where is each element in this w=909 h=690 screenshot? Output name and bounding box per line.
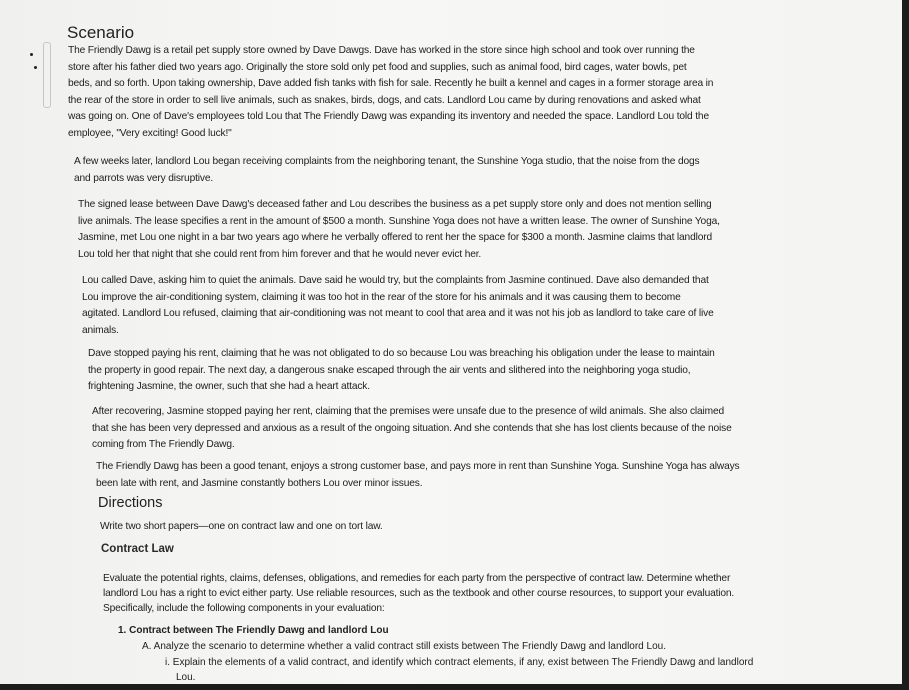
list-item: i. Explain the elements of a valid contract, and identify which contract elements, if any, exist between The Friendly Dawg and landlord — [165, 657, 754, 668]
contract-law-heading: Contract Law — [101, 543, 174, 555]
margin-marks — [30, 42, 54, 112]
directions-text: Write two short papers—one on contract law and one on tort law. — [100, 521, 383, 532]
contract-law-text: Evaluate the potential rights, claims, defenses, obligations, and remedies for each party from the perspective of contract law. Determine whether landlord Lou has a right to evict either party. Use reliable resources, such as the textbook and other course resources, to support your evaluation. Specifically, include the following components in your evaluation: — [103, 573, 735, 614]
scenario-paragraph-2: A few weeks later, landlord Lou began receiving complaints from the neighboring tenant, the Sunshine Yoga studio, that the noise from the dogs and parrots was very disruptive. — [74, 156, 700, 184]
list-item-continuation: Lou. — [176, 672, 196, 683]
list-item: A. Analyze the scenario to determine whether a valid contract still exists between The Friendly Dawg and landlord Lou. — [142, 641, 666, 652]
scenario-paragraph-6: After recovering, Jasmine stopped paying her rent, claiming that the premises were unsafe due to the presence of wild animals. She also claimed that she has been very depressed and anxious as a result of the ongoing situation. And she contends that she has lost clients because of the noise coming from The Friendly Dawg. — [92, 406, 732, 450]
scenario-heading: Scenario — [67, 23, 135, 42]
scenario-paragraph-5: Dave stopped paying his rent, claiming that he was not obligated to do so because Lou was breaching his obligation under the lease to maintain the property in good repair. The next day, a dangerous snake escaped through the air vents and slithered into the neighboring yoga studio, frightening Jasmine, the owner, such that she had a heart attack. — [88, 348, 715, 392]
margin-dot — [34, 66, 37, 69]
directions-heading: Directions — [98, 495, 163, 511]
margin-bracket — [43, 42, 51, 108]
scenario-paragraph-3: The signed lease between Dave Dawg's deceased father and Lou describes the business as a pet supply store only and does not mention selling live animals. The lease specifies a rent in the amount of $500 a month. Sunshine Yoga does not have a written lease. The owner of Sunshine Yoga, Jasmine, met Lou one night in a bar two years ago where he verbally offered to rent her the space for $300 a month. Jasmine claims that landlord Lou told her that night that she could rent from him forever and that he would never evict her. — [78, 199, 720, 260]
list-item: 1. Contract between The Friendly Dawg and landlord Lou — [118, 625, 389, 636]
screen-bezel — [0, 684, 909, 690]
margin-dot — [30, 53, 33, 56]
scenario-paragraph-7: The Friendly Dawg has been a good tenant, enjoys a strong customer base, and pays more in rent than Sunshine Yoga. Sunshine Yoga has always been late with rent, and Jasmine constantly bothers Lou over minor issues. — [96, 461, 740, 489]
scenario-paragraph-4: Lou called Dave, asking him to quiet the animals. Dave said he would try, but the complaints from Jasmine continued. Dave also demanded that Lou improve the air-conditioning system, claiming it was too hot in the rear of the store for his animals and it was causing them to become agitated. Landlord Lou refused, claiming that air-conditioning was not meant to cool that area and it was not his job as landlord to take care of live animals. — [82, 275, 714, 336]
scenario-paragraph-1: The Friendly Dawg is a retail pet supply store owned by Dave Dawgs. Dave has worked in the store since high school and took over running the store after his father died two years ago. Originally the store sold only pet food and supplies, such as animal food, bird cages, water bowls, pet beds, and so forth. Upon taking ownership, Dave added fish tanks with fish for sale. Recently he built a kennel and cages in a former storage area in the rear of the store in order to sell live animals, such as snakes, birds, dogs, and cats. Landlord Lou came by during renovations and asked what was going on. One of Dave's employees told Lou that The Friendly Dawg was expanding its inventory and needed the space. Landlord Lou told the employee, "Very exciting! Good luck!" — [68, 45, 714, 139]
